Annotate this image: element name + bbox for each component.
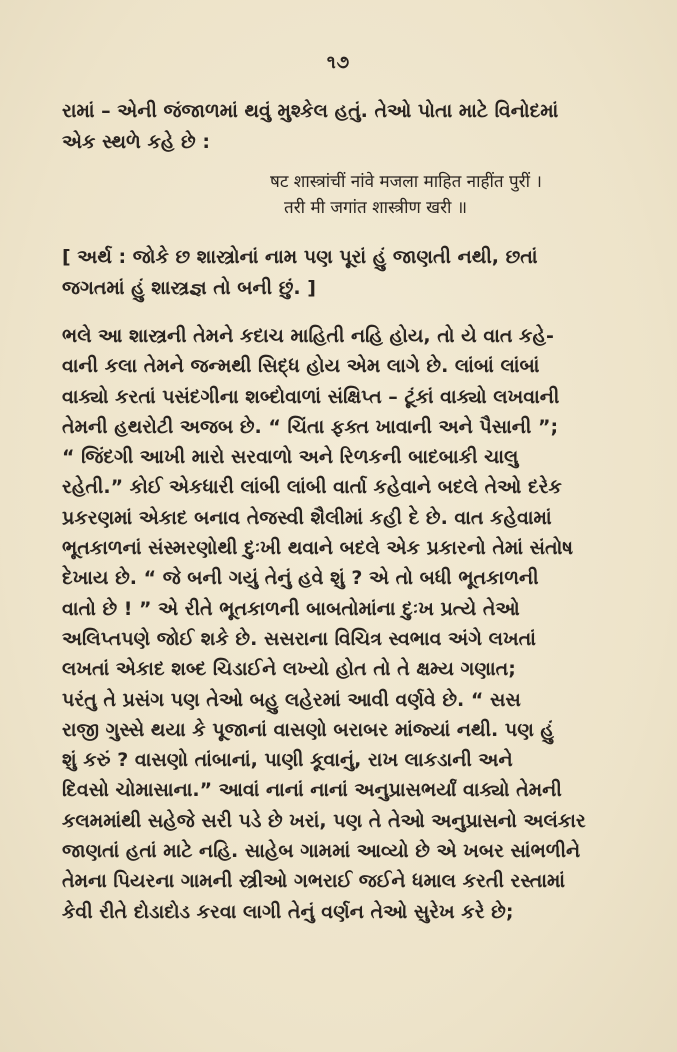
- text-line: ભલે આ શાસ્ત્રની તેમને કદાચ માહિતી નહિ હોય, તો યે વાત કહે-: [62, 325, 554, 347]
- text-line: રામાં – એની જંજાળમાં થવું મુશ્કેલ હતું. તેઓ પોતા માટે વિનોદમાં: [62, 100, 559, 122]
- text-line: “ જિંદગી આખી મારો સરવાળો અને રિળકની બાદબાકી ચાલુ: [62, 446, 519, 469]
- intro-paragraph: [62, 96, 642, 157]
- text-line: ભૂતકાળનાં સંસ્મરણોથી દુઃખી થવાને બદલે એક પ્રકારનો તેમાં સંતોષ: [62, 537, 573, 560]
- text-line: રાજી ગુસ્સે થયા કે પૂજાનાં વાસણો બરાબર માંજ્યાં નથી. પણ હું: [62, 718, 554, 741]
- text-line: વાક્યો કરતાં પસંદગીના શબ્દોવાળાં સંક્ષિપ્ત – ટૂંકાં વાક્યો લખવાની: [62, 385, 560, 408]
- text-line: પ્રકરણમાં એકાદ બનાવ તેજસ્વી શૈલીમાં કહી દે છે. વાત કહેવામાં: [62, 506, 552, 529]
- text-line: લખતાં એકાદ શબ્દ ચિડાઈને લખ્યો હોત તો તે ક્ષમ્ય ગણાત;: [62, 658, 516, 681]
- text-line: દિવસો ચોમાસાના.” આવાં નાનાં નાનાં અનુપ્રાસભર્યાં વાક્યો તેમની: [62, 779, 562, 802]
- marathi-verse: [270, 169, 630, 221]
- body-paragraph: [62, 321, 642, 927]
- text-line: દેખાય છે. “ જે બની ગયું તેનું હવે શું ? એ તો બધી ભૂતકાળની: [62, 567, 539, 590]
- text-line: રહેતી.” કોઈ એકધારી લાંબી લાંબી વાર્તા કહેવાને બદલે તેઓ દરેક: [62, 476, 562, 499]
- text-line: જગતમાં હું શાસ્ત્રજ્ઞ તો બની છું. ]: [62, 276, 316, 299]
- meaning-paragraph: [62, 242, 642, 303]
- text-line: તેમના પિયરના ગામની સ્ત્રીઓ ગભરાઈ જઈને ધમાલ કરતી રસ્તામાં: [62, 870, 566, 893]
- text-line: શું કરું ? વાસણો તાંબાનાં, પાણી કૂવાનું, રાખ લાકડાની અને: [62, 749, 513, 772]
- text-line: એક સ્થળે કહે છે :: [62, 130, 210, 153]
- text-line: કેવી રીતે દોડાદોડ કરવા લાગી તેનું વર્ણન તેઓ સુરેખ કરે છે;: [62, 900, 514, 923]
- text-line: વાતો છે ! ” એ રીતે ભૂતકાળની બાબતોમાંના દુઃખ પ્રત્યે તેઓ: [62, 597, 520, 620]
- page-number: ૧૭: [326, 52, 351, 73]
- text-line: વાની કલા તેમને જન્મથી સિદ્ધ હોય એમ લાગે છે. લાંબાં લાંબાં: [62, 355, 540, 378]
- text-line: કલમમાંથી સહેજે સરી પડે છે ખરાં, પણ તે તેઓ અનુપ્રાસનો અલંકાર: [62, 809, 586, 832]
- text-line: પરંતુ તે પ્રસંગ પણ તેઓ બહુ લહેરમાં આવી વર્ણવે છે. “ સસ: [62, 688, 521, 711]
- verse-line: तरी मी जगांत शास्त्रीण खरी ॥: [284, 198, 468, 218]
- verse-line: षट शास्त्रांचीं नांवे मजला माहित नाहींत पुरीं ।: [270, 172, 542, 192]
- text-line: તેમની હથરોટી અજબ છે. “ ચિંતા ફક્ત ખાવાની અને પૈસાની ”;: [62, 415, 559, 438]
- text-line: જાણતાં હતાં માટે નહિ. સાહેબ ગામમાં આવ્યો છે એ ખબર સાંભળીને: [62, 840, 581, 863]
- text-line: [ અર્થ : જોકે છ શાસ્ત્રોનાં નામ પણ પૂરાં હું જાણતી નથી, છતાં: [62, 246, 538, 268]
- text-line: અલિપ્તપણે જોઈ શકે છે. સસરાના વિચિત્ર સ્વભાવ અંગે લખતાં: [62, 627, 536, 650]
